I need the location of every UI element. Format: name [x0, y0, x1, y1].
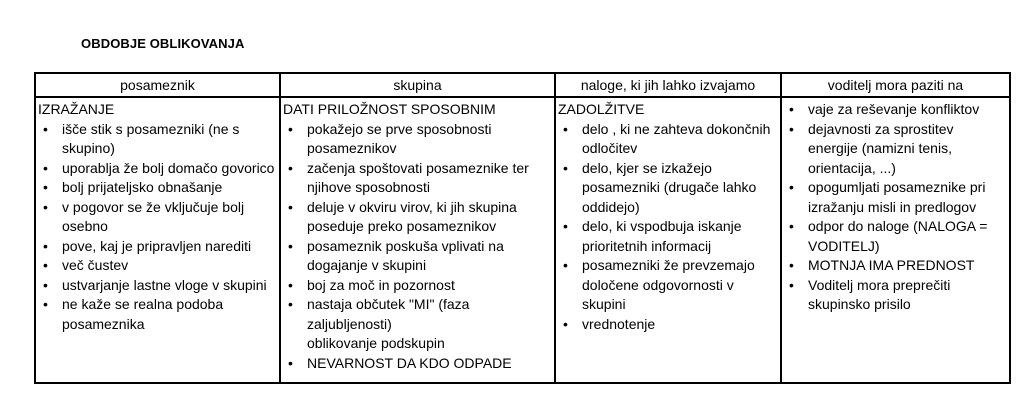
list-item: • bolj prijateljsko obnašanje [38, 178, 277, 198]
list-item: • ustvarjanje lastne vloge v skupini [38, 276, 277, 296]
list-item: • pokažejo se prve sposobnosti posameznikov [283, 120, 552, 159]
section-heading: ZADOLŽITVE [558, 101, 645, 117]
list-item: • NEVARNOST DA KDO ODPADE [283, 354, 552, 374]
cell-naloge [555, 97, 781, 383]
list-item: • opogumljati posameznike pri izražanju misli in predlogov [784, 178, 1007, 217]
header-naloge: naloge, ki jih lahko izvajamo [555, 73, 781, 97]
list-item: • več čustev [38, 256, 277, 276]
list-item: • ne kaže se realna podoba posameznika [38, 295, 277, 334]
list-item: • boj za moč in pozornost [283, 276, 552, 296]
document-title: OBDOBJE OBLIKOVANJA [81, 36, 245, 51]
list-item: • MOTNJA IMA PREDNOST [784, 256, 1007, 276]
list-item: • posameznik poskuša vplivati na dogajanje v skupini [283, 237, 552, 276]
list-item: • pove, kaj je pripravljen narediti [38, 237, 277, 257]
list-item: • v pogovor se že vključuje bolj osebno [38, 198, 277, 237]
list-item: • vrednotenje [558, 315, 778, 335]
section-heading: IZRAŽANJE [38, 101, 115, 117]
list-item: • nastaja občutek "MI" (faza zaljubljenosti) [283, 295, 552, 334]
list-item: • uporablja že bolj domačo govorico [38, 159, 277, 179]
section-heading: DATI PRILOŽNOST SPOSOBNIM [283, 101, 496, 117]
list-item: • išče stik s posamezniki (ne s skupino) [38, 120, 277, 159]
list-item: • delo, kjer se izkažejo posamezniki (drugače lahko oddidejo) [558, 159, 778, 218]
header-posameznik: posameznik [35, 73, 280, 97]
list-item: • posamezniki že prevzemajo določene odgovornosti v skupini [558, 256, 778, 315]
cell-voditelj [781, 97, 1010, 383]
table-header-row [35, 73, 1010, 97]
list-item: • začenja spoštovati posameznike ter njihove sposobnosti [283, 159, 552, 198]
bullet-list [784, 100, 1007, 315]
bullet-list [558, 120, 778, 335]
cell-posameznik [35, 97, 280, 383]
list-item-continuation: oblikovanje podskupin [307, 335, 445, 351]
header-skupina: skupina [280, 73, 555, 97]
cell-skupina [280, 97, 555, 383]
table-row [35, 97, 1010, 383]
bullet-list [38, 120, 277, 335]
list-item: • Voditelj mora preprečiti skupinsko prisilo [784, 276, 1007, 315]
list-item: • delo , ki ne zahteva dokončnih odločitev [558, 120, 778, 159]
bullet-list [283, 120, 552, 374]
list-item: • dejavnosti za sprostitev energije (namizni tenis, orientacija, ...) [784, 120, 1007, 179]
list-item: • vaje za reševanje konfliktov [784, 100, 1007, 120]
header-voditelj: voditelj mora paziti na [781, 73, 1010, 97]
list-item: • odpor do naloge (NALOGA = VODITELJ) [784, 217, 1007, 256]
content-table [34, 72, 1011, 384]
list-item: • deluje v okviru virov, ki jih skupina poseduje preko posameznikov [283, 198, 552, 237]
list-item: • delo, ki vspodbuja iskanje prioritetnih informacij [558, 217, 778, 256]
